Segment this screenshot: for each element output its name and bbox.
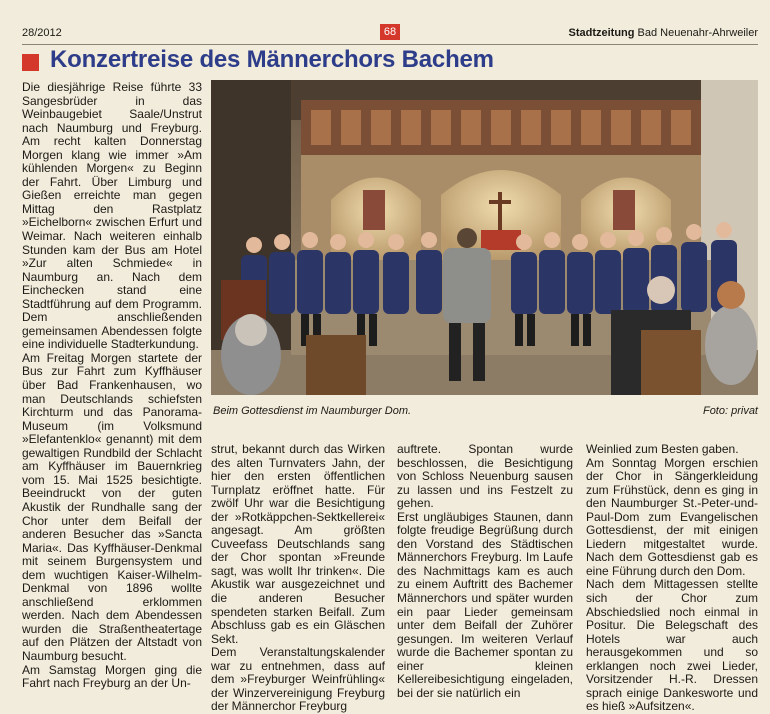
article-column-4 [586, 443, 758, 714]
paragraph: Weinlied zum Besten gaben. [586, 442, 739, 456]
paragraph: Die diesjährige Reise führte 33 Sangesbrüder in das Weinbaugebiet Saale/Unstrut nach Naumburg und Freyburg. Am recht kalten Donnerstag Morgen klang wie immer »Am kühlenden Morgen« zu Beginn der Fahrt. Über Limburg und Gießen erreichte man gegen Mittag den Rastplatz »Eichelborn« zwischen Erfurt und Weimar. Nach weiteren einhalb Stunden kam der Bus am Hotel »Zur alten Schmiede« in Naumburg an. Nach dem Einchecken stand eine Stadtführung auf dem Programm. Dem anschließenden gemeinsamen Abendessen folgte eine individuelle Stadterkundung. [22, 80, 202, 352]
paragraph: auftrete. Spontan wurde beschlossen, die Besichtigung von Schloss Neuenburg sausen zu lassen und ins Festzelt zu gehen. [397, 442, 573, 511]
page-header [22, 24, 758, 42]
paragraph: Am Sonntag Morgen erschien der Chor in Sängerkleidung zum Frühstück, denn es ging in den Naumburger St.-Peter-und-Paul-Dom zum Evangelischen Gottesdienst, der mit einigen Liedern mitgestaltet wurde. Nach dem Gottesdienst gab es eine Führung durch den Dom. [586, 455, 758, 578]
header-rule [22, 44, 758, 45]
article-column-1 [22, 81, 202, 691]
paragraph: Dem Veranstaltungskalender war zu entnehmen, dass auf dem »Freyburger Weinfrühling« der Winzervereinigung Freyburg der Männerchor Freyburg [211, 645, 385, 714]
paragraph: Am Freitag Morgen startete der Bus zur Fahrt zum Kyffhäuser über Bad Frankenhausen, wo man Deutschlands schiefsten Kirchturm und das Panorama-Museum (im Volksmund »Elefantenklo« genannt) mit dem gewaltigen Rundbild der Schlacht am Kyffhäuser im Bauernkrieg vom 15. Mai 1525 besichtigte. Beeindruckt von der guten Akustik der Rundhalle sang der Chor unter dem Beifall der anderen Besucher das »Sancta Maria«. Das Kyffhäuser-Denkmal mit seinem Burgensystem und dem wuchtigen Kaiser-Wilhelm-Denkmal von 1896 wollte anschließend erklommen werden. Nach dem Abendessen wurden die Straßentheatertage auf den Plätzen der Altstadt von Naumburg besucht. [22, 350, 202, 663]
paragraph: Erst ungläubiges Staunen, dann folgte freudige Begrüßung durch den Vorstand des Städtischen Männerchors Freyburg. Im Laufe des Nachmittags kam es auch zu einem Auftritt des Bachemer Männerchors und später wurden ein paar Lieder gemeinsam unter dem Beifall der Zuhörer gesungen. Im weiteren Verlauf wurde die Bachemer spontan zu einer kleinen Kellereibesichtigung eingeladen, bei der sie natürlich ein [397, 509, 573, 700]
photo-caption: Beim Gottesdienst im Naumburger Dom. [213, 405, 412, 417]
article-headline: Konzertreise des Männerchors Bachem [50, 46, 494, 73]
headline-marker-icon [22, 54, 39, 71]
masthead-city: Bad Neuenahr-Ahrweiler [637, 27, 758, 39]
article-column-3 [397, 443, 573, 700]
paragraph: Am Samstag Morgen ging die Fahrt nach Freyburg an der Un- [22, 662, 202, 691]
choir-photo [211, 80, 758, 395]
page-number-badge: 68 [380, 24, 400, 40]
paragraph: strut, bekannt durch das Wirken des alten Turnvaters Jahn, der hier den ersten öffentlichen Turnplatz eröffnet hatte. Für zwölf Uhr war die Besichtigung der »Rotkäppchen-Sektkellerei« angesagt. Am größten Cuveefass Deutschlands sang der Chor spontan »Freunde sagt, was wollt Ihr trinken«. Die Akustik war ausgezeichnet und die anderen Besucher spendeten starken Beifall. Zum Abschluss gab es ein Gläschen Sekt. [211, 442, 385, 646]
masthead [568, 27, 758, 39]
paragraph: Nach dem Mittagessen stellte sich der Chor zum Abschiedslied noch einmal in Positur. Die Belegschaft des Hotels war auch herausgekommen und so erklangen noch zwei Lieder, Vorsitzender H.-R. Dressen sprach einige Dankesworte und es hieß »Aufsitzen«. [586, 577, 758, 714]
masthead-title: Stadtzeitung [568, 27, 635, 39]
issue-number: 28/2012 [22, 27, 62, 39]
photo-credit: Foto: privat [702, 405, 758, 417]
article-column-2 [211, 443, 385, 714]
